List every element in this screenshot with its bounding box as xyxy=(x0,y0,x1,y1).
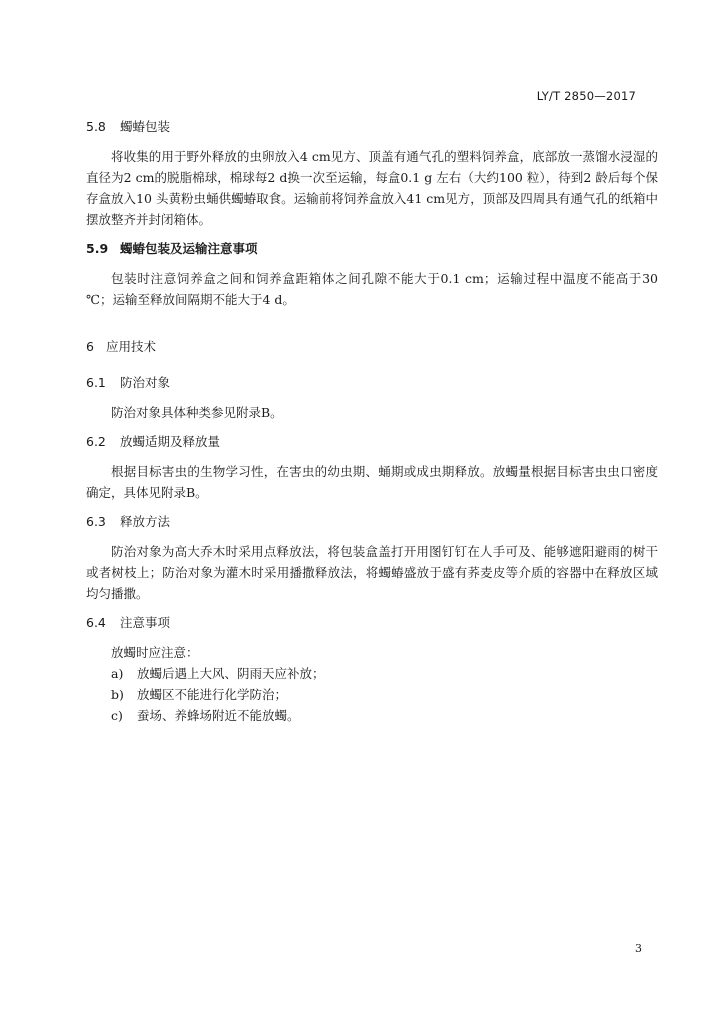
paragraph: 放蠋时应注意： xyxy=(111,645,199,660)
section-number: 5.9 xyxy=(86,241,109,256)
section-number: 6.1 xyxy=(86,375,106,390)
chapter-heading-6 xyxy=(86,336,658,358)
list-item-text: 放蠋区不能进行化学防治； xyxy=(137,687,288,702)
section-number: 6.4 xyxy=(86,615,106,630)
section-heading-6-1 xyxy=(86,372,658,394)
list-item xyxy=(86,663,658,684)
section-title: 蠋蝽包装 xyxy=(120,119,171,134)
paragraph: 防治对象具体种类参见附录B。 xyxy=(111,405,283,420)
section-heading-5-9 xyxy=(86,238,658,260)
paragraph: 防治对象为高大乔木时采用点释放法，将包装盒盖打开用图钉钉在人手可及、能够遮阳避雨的树干或者树枝上；防治对象为灌木时采用播撒释放法，将蠋蝽盛放于盛有荞麦皮等介质的容器中在释放区域均匀播撒。 xyxy=(86,544,658,601)
paragraph: 根据目标害虫的生物学习性，在害虫的幼虫期、蛹期或成虫期释放。放蠋量根据目标害虫虫口密度确定，具体见附录B。 xyxy=(86,464,658,500)
page-number: 3 xyxy=(635,942,642,955)
list-item xyxy=(86,684,658,705)
paragraph: 将收集的用于野外释放的虫卵放入4 cm见方、顶盖有通气孔的塑料饲养盒，底部放一蒸馏水浸湿的直径为2 cm的脱脂棉球，棉球每2 d换一次至运输，每盒0.1 g 左右（大约100 粒），待到2 龄后每个保存盒放入10 头黄粉虫蛹供蠋蝽取食。运输前将饲养盒放入41 cm见方，顶部及四周具有通气孔的纸箱中摆放整齐并封闭箱体。 xyxy=(86,149,658,227)
section-number: 5.8 xyxy=(86,119,106,134)
list-item-text: 放蠋后遇上大风、阴雨天应补放； xyxy=(137,666,325,681)
section-heading-6-2 xyxy=(86,431,658,453)
list-marker: a) xyxy=(111,666,124,681)
section-title: 蠋蝽包装及运输注意事项 xyxy=(120,241,258,256)
chapter-number: 6 xyxy=(86,339,94,354)
standard-code: LY/T 2850—2017 xyxy=(536,89,636,103)
list-item xyxy=(86,705,658,726)
section-title: 注意事项 xyxy=(120,615,171,630)
list-marker: b) xyxy=(111,687,124,702)
section-title: 放蠋适期及释放量 xyxy=(120,434,221,449)
list-marker: c) xyxy=(111,708,123,723)
section-heading-5-8 xyxy=(86,116,658,138)
section-title: 释放方法 xyxy=(120,514,171,529)
section-number: 6.2 xyxy=(86,434,106,449)
chapter-title: 应用技术 xyxy=(106,339,157,354)
section-number: 6.3 xyxy=(86,514,106,529)
section-heading-6-4 xyxy=(86,612,658,634)
section-title: 防治对象 xyxy=(120,375,171,390)
section-heading-6-3 xyxy=(86,511,658,533)
page-content xyxy=(86,116,658,726)
paragraph: 包装时注意饲养盒之间和饲养盒距箱体之间孔隙不能大于0.1 cm；运输过程中温度不能高于30 ℃；运输至释放间隔期不能大于4 d。 xyxy=(86,271,658,307)
list-item-text: 蚕场、养蜂场附近不能放蠋。 xyxy=(137,708,300,723)
